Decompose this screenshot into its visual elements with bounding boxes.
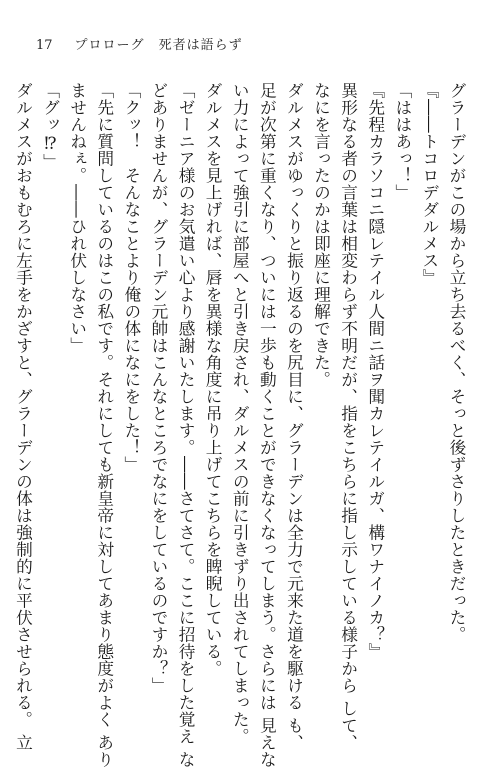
text-line: 「先に質問しているのはこの私です。それにしても新皇帝に対してあまり態度がよく あり [94, 82, 115, 768]
text-line: どありませんが、グラーデン元帥はこんなところでなにをしているのですか？」 [148, 82, 169, 694]
text-line: なにを言ったのかは即座に理解できた。 [311, 82, 332, 388]
text-line: ませんねぇ。――ひれ伏しなさい」 [67, 82, 88, 354]
text-line: ダルメスがおもむろに左手をかざすと、グラーデンの体は強制的に平伏させられる。 立 [13, 82, 34, 751]
text-line: 「ははあっ！」 [392, 82, 413, 201]
text-line: 足が次第に重くなり、ついには一歩も動くことができなくなってしまう。さらには 見えな [257, 82, 278, 768]
running-header [36, 34, 243, 53]
text-line: い力によって強引に部屋へと引き戻され、ダルメスの前に引きずり出されてしまった。 [230, 82, 251, 745]
text-line: 『先程カラソコニ隠レテイル人間ニ話ヲ聞カレテイルガ、構ワナイノカ？』 [365, 82, 386, 660]
text-line: 『――トコロデダルメス』 [419, 82, 440, 286]
text-line: ダルメスを見上げれば、唇を異様な角度に吊り上げてこちらを睥睨している。 [203, 82, 224, 677]
text-line: グラーデンがこの場から立ち去るべく、そっと後ずさりしたときだった。 [447, 82, 467, 643]
chapter-title: プロローグ [74, 38, 145, 53]
text-line: 「グッ⁉」 [40, 82, 61, 171]
text-line: 異形なる者の言葉は相変わらず不明だが、指をこちらに指し示している様子から して、 [338, 82, 359, 751]
vertical-body-text [13, 82, 470, 768]
page-number: 17 [36, 38, 53, 53]
text-line: ダルメスがゆっくりと振り返るのを尻目に、グラーデンは全力で元来た道を駆ける も、 [284, 82, 305, 751]
text-line: 「クッ！ そんなことより俺の体になにをした！」 [121, 82, 142, 473]
chapter-subtitle: 死者は語らず [158, 38, 243, 53]
text-line: 「ゼーニア様のお気遣い心より感謝いたします。――さてさて。ここに招待をした覚え な [176, 82, 197, 768]
